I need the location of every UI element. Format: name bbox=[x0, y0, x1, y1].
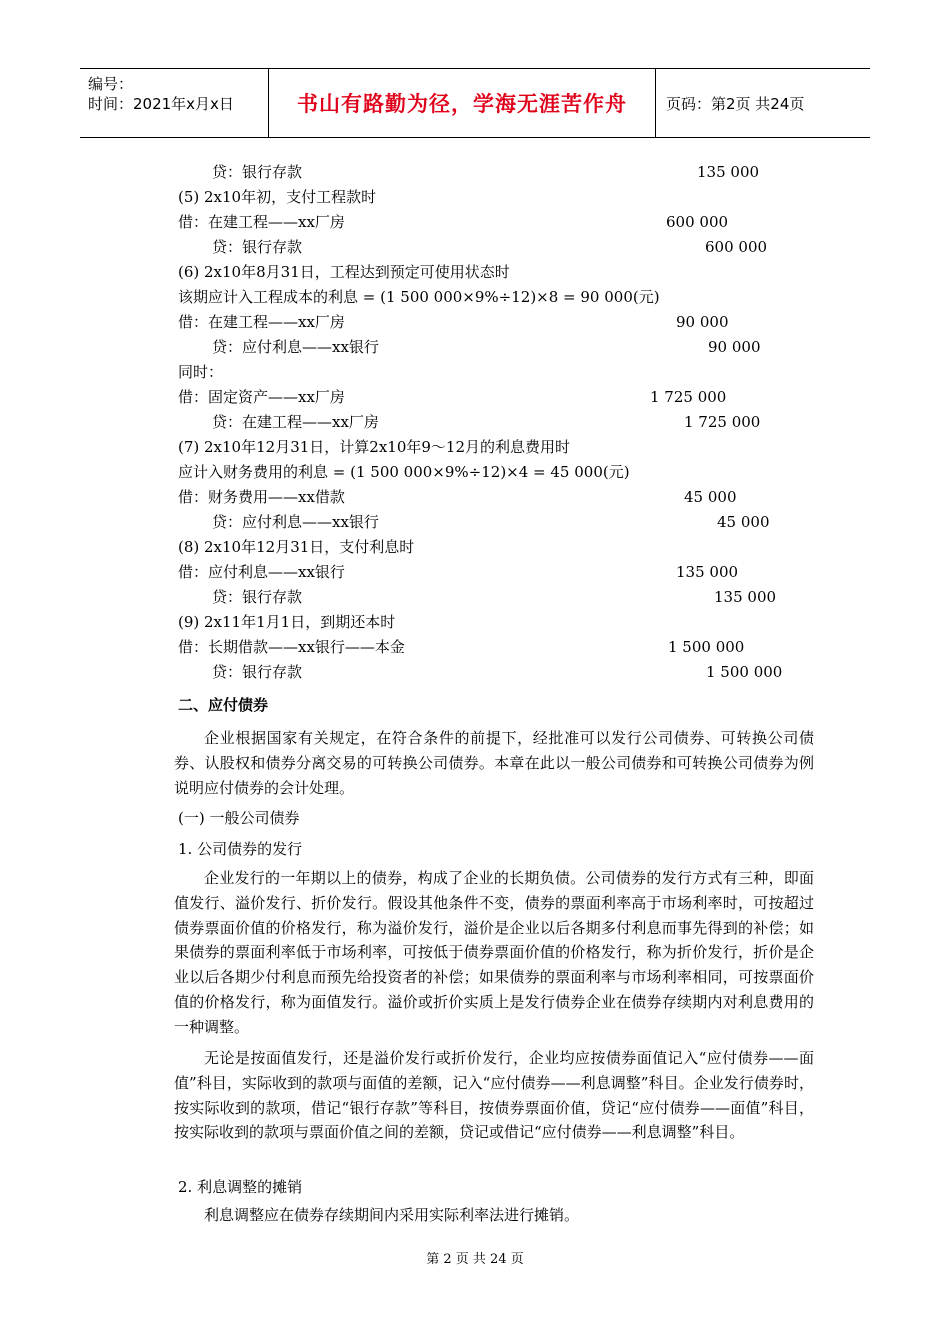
header-page-info: 页码：第2页 共24页 bbox=[666, 94, 805, 113]
entry-amount: 1 725 000 bbox=[650, 388, 727, 406]
entry-text: 贷：在建工程——xx厂房 bbox=[212, 413, 379, 431]
entry-text: 贷：银行存款 bbox=[212, 588, 303, 606]
entry-amount: 1 725 000 bbox=[684, 413, 761, 431]
issue-paragraph: 企业发行的一年期以上的债券，构成了企业的长期负债。公司债券的发行方式有三种，即面值发行、溢价发行、折价发行。假设其他条件不变，债券的票面利率高于市场利率时，可按超过债券票面价值的价格发行，称为溢价发行，溢价是企业以后各期多付利息而事先得到的补偿；如果债券的票面利率低于市场利率，可按低于债券票面价值的价格发行，称为折价发行，折价是企业以后各期少付利息而预先给投资者的补偿；如果债券的票面利率与市场利率相同，可按票面价值的价格发行，称为面值发行。溢价或折价实质上是发行债券企业在债券存续期内对利息费用的一种调整。 bbox=[174, 869, 814, 1036]
entry-text: 借：应付利息——xx银行 bbox=[178, 563, 345, 581]
entry-text: 贷：应付利息——xx银行 bbox=[212, 513, 379, 531]
entry-amount: 600 000 bbox=[666, 213, 729, 231]
item-heading: 1. 公司债券的发行 bbox=[178, 840, 303, 858]
entry-text: 借：在建工程——xx厂房 bbox=[178, 213, 345, 231]
section-title: 二、应付债券 bbox=[178, 696, 269, 714]
entry-text: 应计入财务费用的利息 = (1 500 000×9%÷12)×4 = 45 000(元) bbox=[178, 463, 630, 481]
entry-amount: 90 000 bbox=[708, 338, 761, 356]
entry-amount: 135 000 bbox=[697, 163, 760, 181]
entry-amount: 90 000 bbox=[676, 313, 729, 331]
intro-paragraph: 企业根据国家有关规定，在符合条件的前提下，经批准可以发行公司债券、可转换公司债券、认股权和债券分离交易的可转换公司债券。本章在此以一般公司债券和可转换公司债券为例说明应付债券的会计处理。 bbox=[174, 729, 814, 797]
subsection-heading: (一) 一般公司债券 bbox=[178, 809, 300, 827]
entry-text: (6) 2x10年8月31日，工程达到预定可使用状态时 bbox=[178, 263, 510, 281]
item-heading: 2. 利息调整的摊销 bbox=[178, 1178, 303, 1196]
header-motto: 书山有路勤为径，学海无涯苦作舟 bbox=[269, 69, 656, 137]
entry-text: 贷：应付利息——xx银行 bbox=[212, 338, 379, 356]
entry-text: 贷：银行存款 bbox=[212, 663, 303, 681]
entry-amount: 135 000 bbox=[714, 588, 777, 606]
number-label: 编号： bbox=[88, 75, 134, 93]
entry-text: (9) 2x11年1月1日，到期还本时 bbox=[178, 613, 396, 631]
page-footer: 第 2 页 共 24 页 bbox=[426, 1252, 524, 1267]
entry-text: (7) 2x10年12月31日，计算2x10年9～12月的利息费用时 bbox=[178, 438, 571, 456]
entry-text: 贷：银行存款 bbox=[212, 163, 303, 181]
entry-text: 同时： bbox=[178, 363, 224, 381]
entry-text: (5) 2x10年初，支付工程款时 bbox=[178, 188, 377, 206]
entry-amount: 45 000 bbox=[684, 488, 737, 506]
entry-text: 该期应计入工程成本的利息 = (1 500 000×9%÷12)×8 = 90 000(元) bbox=[178, 288, 660, 306]
amortize-paragraph: 利息调整应在债券存续期间内采用实际利率法进行摊销。 bbox=[204, 1206, 580, 1224]
entry-amount: 1 500 000 bbox=[668, 638, 745, 656]
page-header bbox=[80, 68, 870, 138]
header-meta bbox=[80, 69, 269, 137]
entry-amount: 135 000 bbox=[676, 563, 739, 581]
entry-text: 借：财务费用——xx借款 bbox=[178, 488, 345, 506]
entry-amount: 1 500 000 bbox=[706, 663, 783, 681]
entry-amount: 45 000 bbox=[717, 513, 770, 531]
entry-text: 借：长期借款——xx银行——本金 bbox=[178, 638, 405, 656]
entry-text: 贷：银行存款 bbox=[212, 238, 303, 256]
record-paragraph: 无论是按面值发行，还是溢价发行或折价发行，企业均应按债券面值记入“应付债券——面值”科目，实际收到的款项与面值的差额，记入“应付债券——利息调整”科目。企业发行债券时，按实际收到的款项，借记“银行存款”等科目，按债券票面价值，贷记“应付债券——面值”科目，按实际收到的款项与票面价值之间的差额，贷记或借记“应付债券——利息调整”科目。 bbox=[174, 1049, 814, 1142]
entry-text: 借：在建工程——xx厂房 bbox=[178, 313, 345, 331]
entry-amount: 600 000 bbox=[705, 238, 768, 256]
entry-text: (8) 2x10年12月31日，支付利息时 bbox=[178, 538, 415, 556]
entry-text: 借：固定资产——xx厂房 bbox=[178, 388, 345, 406]
time-label: 时间：2021年x月x日 bbox=[88, 95, 234, 113]
